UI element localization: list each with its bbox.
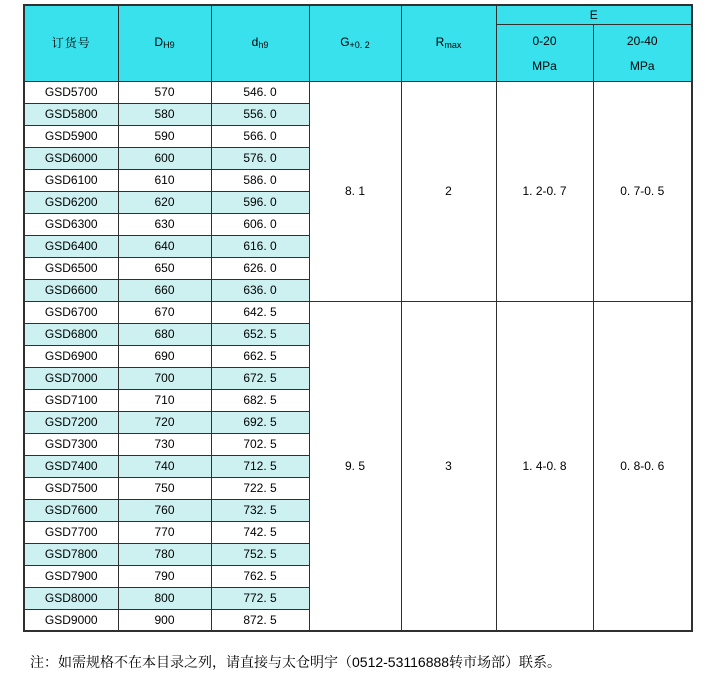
cell-d-h9-lower: 682. 5 (211, 389, 309, 411)
cell-d-h9: 580 (118, 103, 211, 125)
cell-d-h9-lower: 546. 0 (211, 81, 309, 103)
cell-d-h9-lower: 606. 0 (211, 213, 309, 235)
cell-order-code: GSD7900 (24, 565, 118, 587)
header-e-0-20 (496, 24, 593, 81)
cell-order-code: GSD9000 (24, 609, 118, 631)
cell-d-h9-lower: 576. 0 (211, 147, 309, 169)
cell-d-h9-lower: 732. 5 (211, 499, 309, 521)
cell-d-h9-lower: 636. 0 (211, 279, 309, 301)
cell-order-code: GSD7800 (24, 543, 118, 565)
cell-order-code: GSD6900 (24, 345, 118, 367)
cell-d-h9-lower: 662. 5 (211, 345, 309, 367)
cell-order-code: GSD6300 (24, 213, 118, 235)
header-row-top (24, 5, 692, 24)
cell-e-0-20-value: 1. 2-0. 7 (496, 81, 593, 301)
cell-d-h9-lower: 762. 5 (211, 565, 309, 587)
cell-e-20-40-value: 0. 8-0. 6 (593, 301, 692, 631)
header-rmax (401, 5, 496, 81)
cell-order-code: GSD5900 (24, 125, 118, 147)
cell-d-h9: 760 (118, 499, 211, 521)
cell-order-code: GSD6500 (24, 257, 118, 279)
cell-g-value: 8. 1 (309, 81, 401, 301)
header-d-h9-base: D (154, 35, 164, 50)
cell-d-h9: 680 (118, 323, 211, 345)
cell-order-code: GSD7400 (24, 455, 118, 477)
cell-order-code: GSD5700 (24, 81, 118, 103)
cell-order-code: GSD6000 (24, 147, 118, 169)
cell-d-h9: 600 (118, 147, 211, 169)
cell-d-h9: 900 (118, 609, 211, 631)
cell-order-code: GSD6200 (24, 191, 118, 213)
cell-d-h9: 650 (118, 257, 211, 279)
cell-d-h9-lower: 626. 0 (211, 257, 309, 279)
cell-d-h9: 720 (118, 411, 211, 433)
cell-order-code: GSD7000 (24, 367, 118, 389)
header-d-h9-lower-base: d (251, 35, 259, 50)
cell-d-h9-lower: 872. 5 (211, 609, 309, 631)
cell-d-h9: 730 (118, 433, 211, 455)
cell-d-h9-lower: 586. 0 (211, 169, 309, 191)
header-order-code: 订货号 (24, 5, 118, 81)
cell-d-h9-lower: 742. 5 (211, 521, 309, 543)
cell-d-h9-lower: 556. 0 (211, 103, 309, 125)
cell-e-0-20-value: 1. 4-0. 8 (496, 301, 593, 631)
cell-order-code: GSD7300 (24, 433, 118, 455)
header-rmax-sub: max (444, 40, 462, 51)
cell-d-h9: 620 (118, 191, 211, 213)
cell-order-code: GSD8000 (24, 587, 118, 609)
header-e-0-20-unit: MPa (532, 59, 557, 73)
cell-order-code: GSD6100 (24, 169, 118, 191)
cell-d-h9-lower: 752. 5 (211, 543, 309, 565)
cell-order-code: GSD7600 (24, 499, 118, 521)
table-row (24, 301, 692, 323)
cell-order-code: GSD7200 (24, 411, 118, 433)
cell-order-code: GSD6700 (24, 301, 118, 323)
cell-d-h9-lower: 702. 5 (211, 433, 309, 455)
cell-d-h9-lower: 652. 5 (211, 323, 309, 345)
cell-d-h9: 740 (118, 455, 211, 477)
cell-d-h9: 790 (118, 565, 211, 587)
cell-d-h9: 700 (118, 367, 211, 389)
header-d-h9-lower-sub: h9 (258, 40, 269, 51)
header-g (309, 5, 401, 81)
cell-d-h9-lower: 566. 0 (211, 125, 309, 147)
cell-d-h9: 780 (118, 543, 211, 565)
header-e-20-40-range: 20-40 (626, 34, 658, 48)
cell-order-code: GSD6400 (24, 235, 118, 257)
cell-rmax-value: 3 (401, 301, 496, 631)
cell-d-h9: 590 (118, 125, 211, 147)
cell-g-value: 9. 5 (309, 301, 401, 631)
table-row (24, 81, 692, 103)
cell-rmax-value: 2 (401, 81, 496, 301)
cell-d-h9-lower: 672. 5 (211, 367, 309, 389)
cell-d-h9-lower: 692. 5 (211, 411, 309, 433)
header-g-sub: +0. 2 (349, 40, 370, 51)
table-header (24, 5, 692, 81)
cell-order-code: GSD7500 (24, 477, 118, 499)
cell-d-h9-lower: 616. 0 (211, 235, 309, 257)
header-e-group: E (496, 5, 692, 24)
cell-d-h9-lower: 772. 5 (211, 587, 309, 609)
cell-d-h9: 770 (118, 521, 211, 543)
cell-d-h9: 690 (118, 345, 211, 367)
cell-d-h9-lower: 722. 5 (211, 477, 309, 499)
cell-d-h9: 750 (118, 477, 211, 499)
cell-d-h9: 630 (118, 213, 211, 235)
cell-d-h9: 670 (118, 301, 211, 323)
cell-d-h9-lower: 596. 0 (211, 191, 309, 213)
header-g-base: G (340, 35, 350, 50)
cell-order-code: GSD6800 (24, 323, 118, 345)
spec-table (23, 4, 693, 632)
cell-d-h9-lower: 642. 5 (211, 301, 309, 323)
cell-d-h9: 800 (118, 587, 211, 609)
cell-d-h9: 610 (118, 169, 211, 191)
cell-d-h9: 660 (118, 279, 211, 301)
cell-e-20-40-value: 0. 7-0. 5 (593, 81, 692, 301)
cell-order-code: GSD6600 (24, 279, 118, 301)
header-e-20-40-unit: MPa (629, 59, 655, 73)
footer-note: 注：如需规格不在本目录之列，请直接与太仓明宇（0512-53116888转市场部）联系。 (30, 654, 562, 670)
cell-d-h9: 570 (118, 81, 211, 103)
table-body (24, 81, 692, 631)
cell-d-h9-lower: 712. 5 (211, 455, 309, 477)
header-d-h9-sub: H9 (163, 40, 175, 51)
header-e-20-40 (593, 24, 692, 81)
header-rmax-base: R (435, 35, 445, 50)
cell-d-h9: 710 (118, 389, 211, 411)
header-d-h9-lower (211, 5, 309, 81)
cell-order-code: GSD7100 (24, 389, 118, 411)
header-e-0-20-range: 0-20 (532, 34, 557, 48)
cell-order-code: GSD5800 (24, 103, 118, 125)
cell-d-h9: 640 (118, 235, 211, 257)
cell-order-code: GSD7700 (24, 521, 118, 543)
header-d-h9 (118, 5, 211, 81)
